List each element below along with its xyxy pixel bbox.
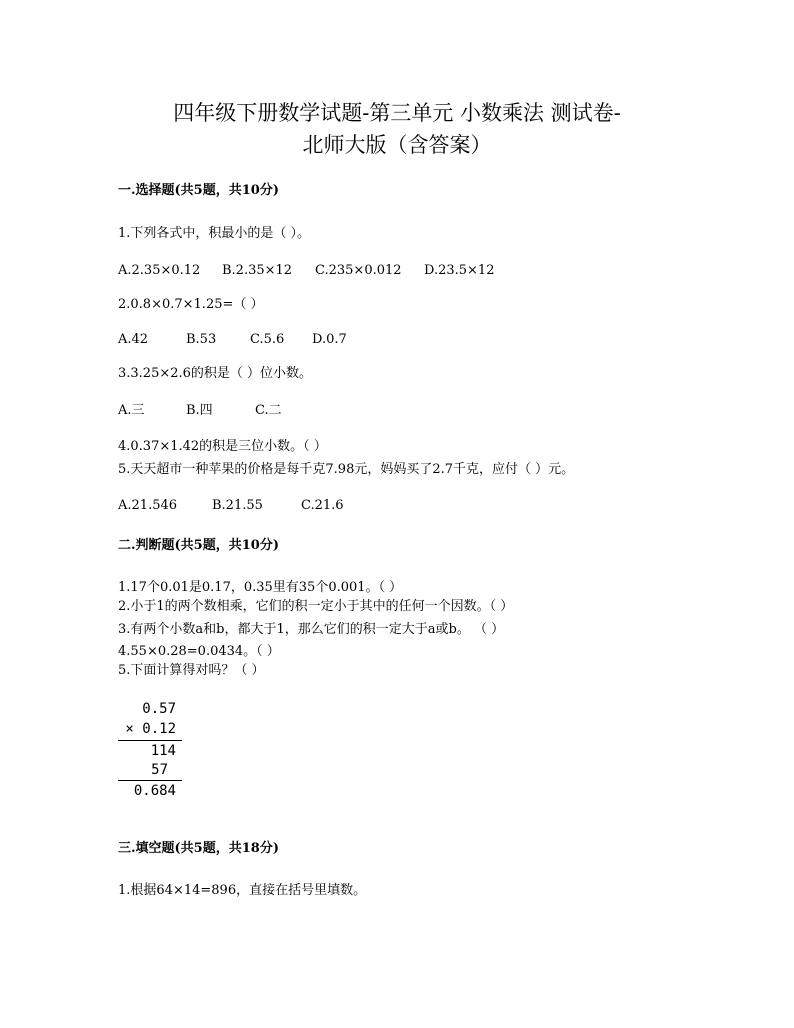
- calc-multiplicand: 0.57: [142, 701, 176, 717]
- judgment-item: 4.55×0.28=0.0434。（ ）: [118, 644, 280, 659]
- page-title-line1: 四年级下册数学试题-第三单元 小数乘法 测试卷-: [173, 101, 621, 125]
- question-1-2: 2.0.8×0.7×1.25=（ ）: [118, 297, 264, 312]
- question-1-4: 4.0.37×1.42的积是三位小数。（ ）: [118, 439, 327, 454]
- option: C.5.6: [250, 332, 285, 347]
- option: C.21.6: [301, 498, 344, 513]
- question-1-5: 5.天天超市一种苹果的价格是每千克7.98元，妈妈买了2.7千克，应付（ ）元。: [118, 462, 575, 477]
- section3-heading: 三.填空题(共5题，共18分): [118, 841, 279, 856]
- calc-partial-2: 57: [151, 762, 168, 778]
- option: D.0.7: [312, 332, 347, 347]
- calc-result: 0.684: [133, 783, 176, 799]
- question-1-1: 1.下列各式中，积最小的是（ ）。: [118, 226, 311, 241]
- option: B.四: [186, 403, 213, 418]
- judgment-item: 2.小于1的两个数相乘，它们的积一定小于其中的任何一个因数。（ ）: [118, 599, 514, 614]
- question-3-1: 1.根据64×14=896，直接在括号里填数。: [118, 883, 367, 898]
- option: A.2.35×0.12: [118, 263, 201, 278]
- option: D.23.5×12: [424, 263, 495, 278]
- judgment-item: 5.下面计算得对吗？（ ）: [118, 663, 265, 678]
- option: C.二: [255, 403, 282, 418]
- option: A.21.546: [118, 498, 178, 513]
- calc-line: [118, 740, 182, 741]
- calc-partial-1: 114: [150, 743, 176, 759]
- option: C.235×0.012: [315, 263, 402, 278]
- option: A.42: [118, 332, 149, 347]
- calc-line: [118, 780, 182, 781]
- option: B.21.55: [212, 498, 263, 513]
- option: A.三: [118, 403, 145, 418]
- question-1-3: 3.3.25×2.6的积是（ ）位小数。: [118, 366, 313, 381]
- judgment-item: 1.17个0.01是0.17，0.35里有35个0.001。（ ）: [118, 580, 403, 595]
- option: B.53: [186, 332, 217, 347]
- page-title-line2: 北师大版（含答案）: [302, 133, 492, 157]
- calc-multiplier: × 0.12: [125, 721, 176, 737]
- section1-heading: 一.选择题(共5题，共10分): [118, 183, 279, 198]
- option: B.2.35×12: [222, 263, 293, 278]
- judgment-item: 3.有两个小数a和b，都大于1，那么它们的积一定大于a或b。 （ ）: [118, 622, 505, 637]
- vertical-multiplication: [118, 700, 188, 800]
- section2-heading: 二.判断题(共5题，共10分): [118, 538, 279, 553]
